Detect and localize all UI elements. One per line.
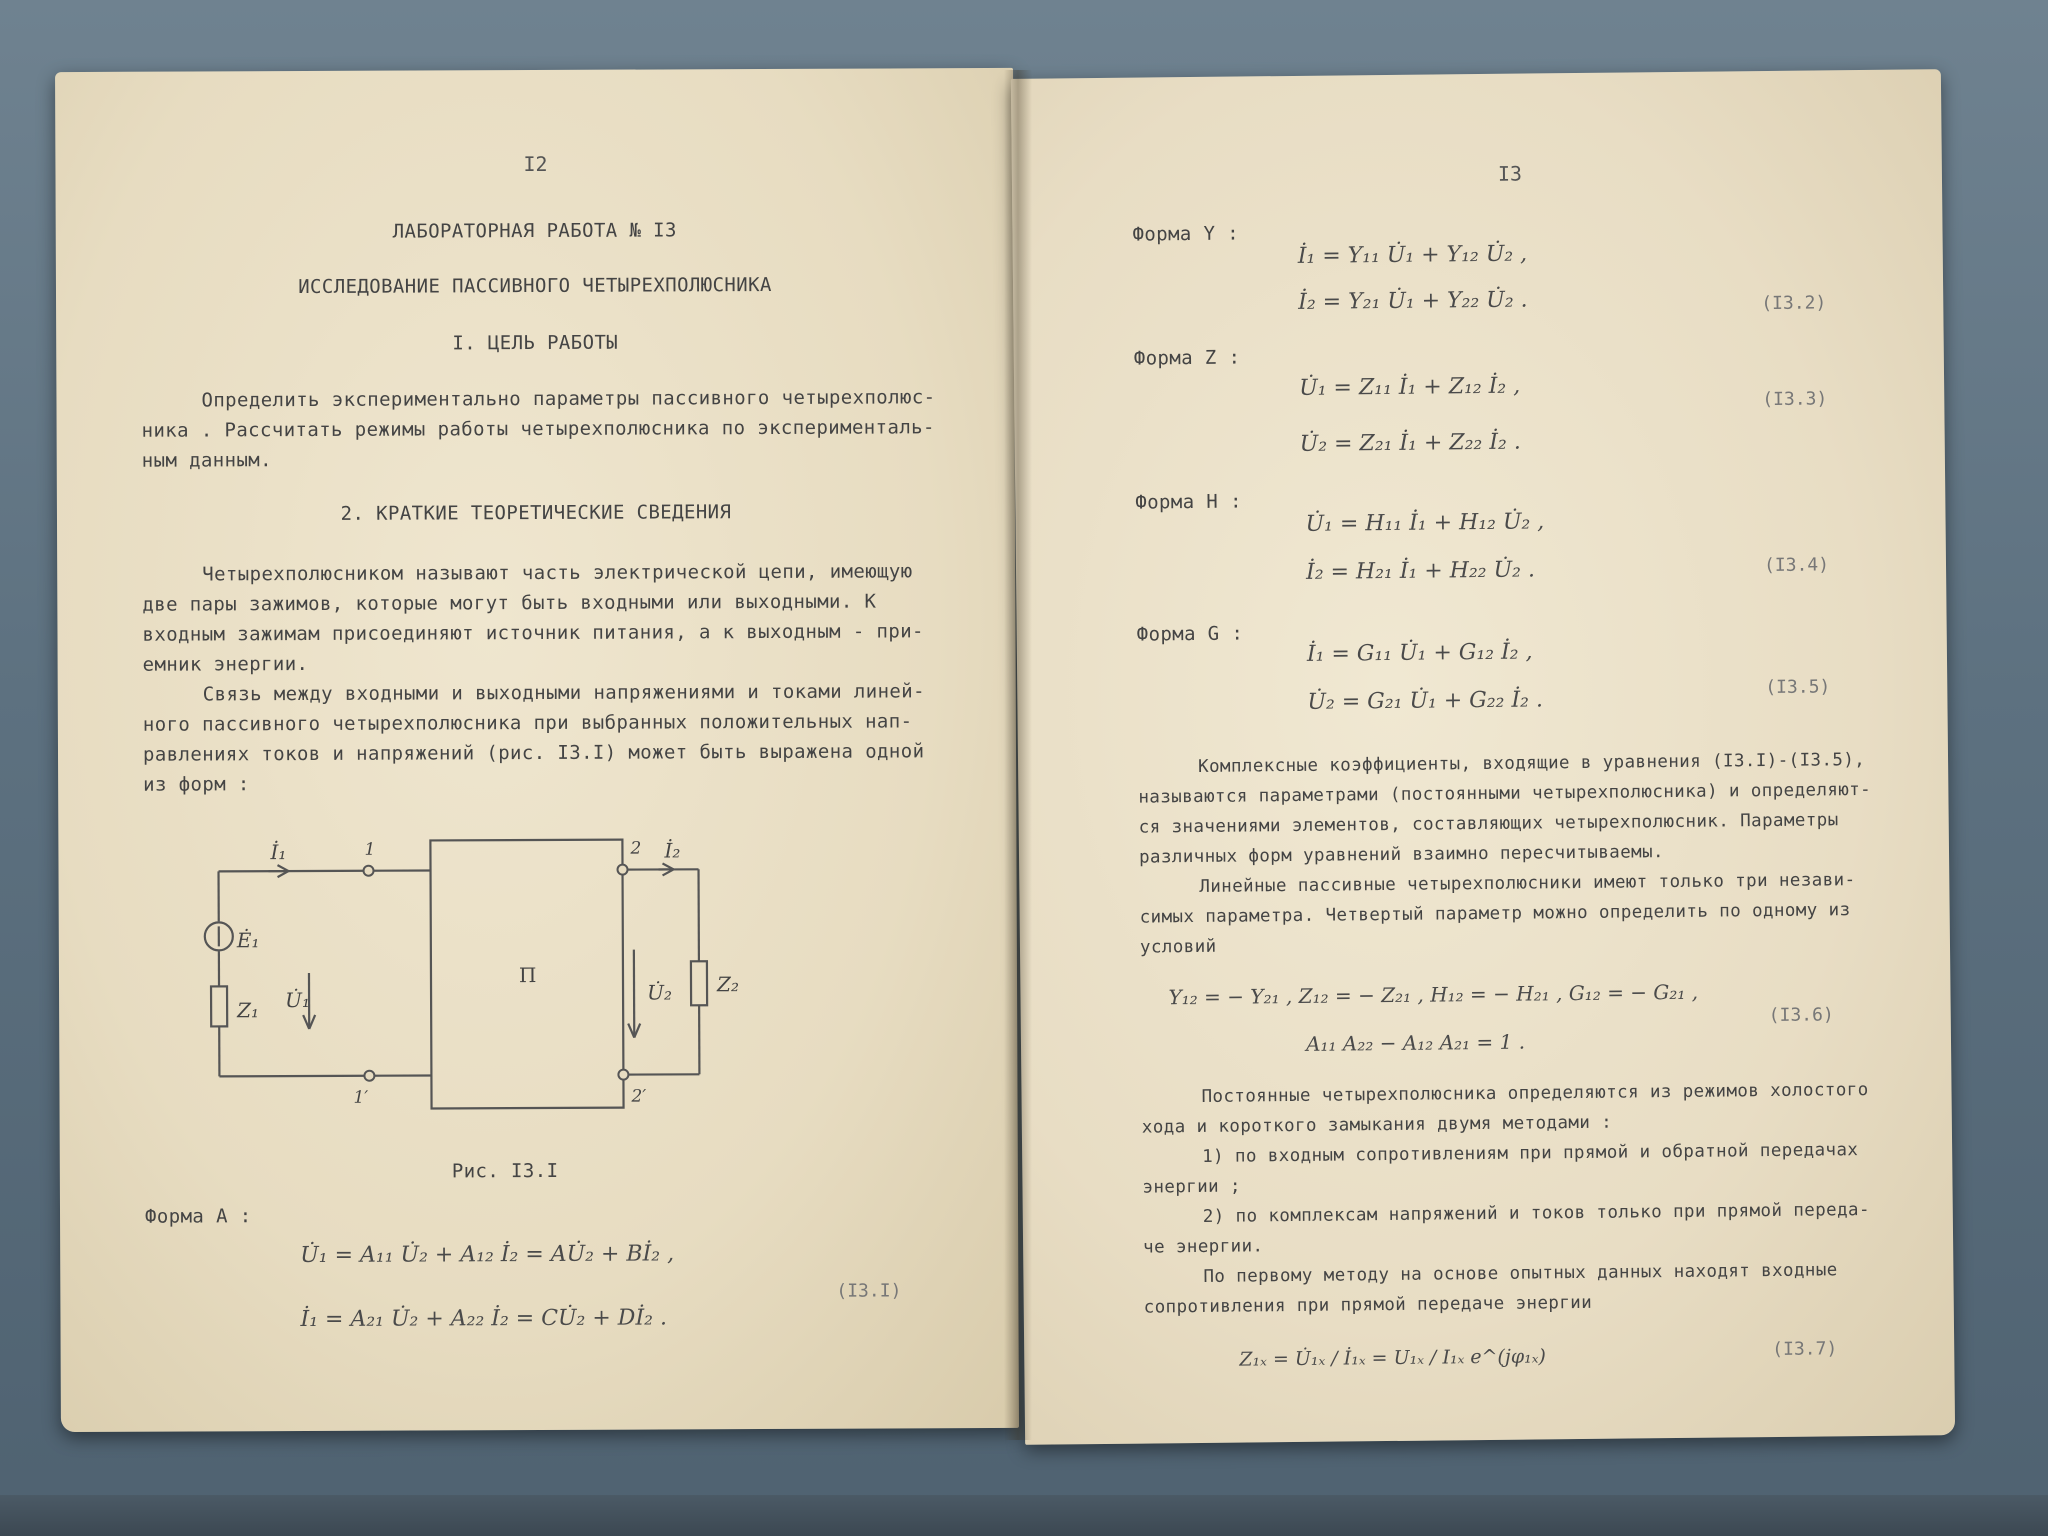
- current1-label: İ₁: [270, 840, 287, 865]
- text2-line-7: По первому методу на основе опытных данных находят входные: [1203, 1260, 1838, 1287]
- form-h-label: Форма H :: [1135, 490, 1242, 514]
- text2-line-8: сопротивления при прямой передаче энергии: [1143, 1292, 1593, 1318]
- theory-line-7: равлениях токов и напряжений (рис. I3.I) может быть выражена одной: [142, 740, 925, 766]
- form-z-equation-1: U̇₁ = Z₁₁ İ₁ + Z₁₂ İ₂ ,: [1298, 373, 1521, 401]
- block-label: П: [518, 963, 537, 988]
- voltage2-label: U̇₂: [647, 980, 672, 1005]
- terminal-2-label: 2: [630, 838, 642, 859]
- text1-line-2: называются параметрами (постоянными четырехполюсника) и определяют-: [1138, 779, 1872, 808]
- terminal-1p-label: 1′: [353, 1087, 369, 1108]
- form-y-equation-2: İ₂ = Y₂₁ U̇₁ + Y₂₂ U̇₂ .: [1298, 287, 1528, 315]
- form-y-equation-1: İ₁ = Y₁₁ U̇₁ + Y₁₂ U̇₂ ,: [1297, 241, 1528, 269]
- lab-title: ЛАБОРАТОРНАЯ РАБОТА № I3: [392, 219, 677, 243]
- condition-equation-number: (I3.6): [1768, 1004, 1834, 1027]
- form-y-label: Форма Y :: [1132, 222, 1240, 246]
- condition-equation-1: Y₁₂ = − Y₂₁ , Z₁₂ = − Z₂₁ , H₁₂ = − H₂₁ , G₁₂ = − G₂₁ ,: [1168, 979, 1699, 1010]
- form-a-equation-2: İ₁ = A₂₁ U̇₂ + A₂₂ İ₂ = CU̇₂ + Dİ₂ .: [300, 1305, 667, 1333]
- circuit-diagram: [188, 809, 829, 1112]
- theory-line-8: из форм :: [143, 773, 250, 796]
- terminal-1-label: 1: [364, 839, 376, 860]
- condition-equation-2: A₁₁ A₂₂ − A₁₂ A₂₁ = 1 .: [1305, 1029, 1526, 1056]
- goal-line-3: ным данным.: [141, 449, 273, 472]
- form-h-equation-number: (I3.4): [1763, 554, 1830, 577]
- form-z-equation-number: (I3.3): [1762, 388, 1828, 411]
- theory-line-2: две пары зажимов, которые могут быть входными или выходными. К: [142, 590, 877, 616]
- right-page: [1011, 69, 1955, 1445]
- voltage1-label: U̇₁: [285, 987, 311, 1013]
- text1-line-5: Линейные пассивные четырехполюсники имеют только три незави-: [1199, 870, 1856, 897]
- theory-line-5: Связь между входными и выходными напряжениями и токами линей-: [202, 680, 925, 706]
- form-a-equation-number: (I3.I): [836, 1280, 902, 1302]
- text1-line-1: Комплексные коэффициенты, входящие в уравнения (I3.I)-(I3.5),: [1197, 749, 1866, 777]
- text1-line-6: симых параметра. Четвертый параметр можно определить по одному из: [1139, 900, 1851, 928]
- source-label: Ė₁: [236, 928, 260, 953]
- current2-label: İ₂: [664, 838, 681, 863]
- terminal-2p-label: 2′: [631, 1086, 647, 1107]
- page-number: I2: [523, 151, 548, 177]
- theory-line-1: Четырехполюсником называют часть электрической цепи, имеющую: [202, 560, 913, 586]
- text2-line-3: 1) по входным сопротивлениям при прямой и обратной передачах: [1202, 1140, 1859, 1167]
- goal-line-2: ника . Рассчитать режимы работы четырехполюсника по эксперименталь-: [141, 416, 935, 442]
- z1-label: Z₁: [237, 998, 260, 1023]
- theory-line-4: емник энергии.: [142, 652, 309, 676]
- text2-line-4: энергии ;: [1142, 1176, 1242, 1198]
- text2-line-6: че энергии.: [1143, 1236, 1264, 1258]
- form-h-equation-1: U̇₁ = H₁₁ İ₁ + H₁₂ U̇₂ ,: [1305, 509, 1545, 537]
- book-gutter: [1004, 70, 1032, 1440]
- form-g-equation-number: (I3.5): [1765, 676, 1831, 699]
- text2-line-2: хода и короткого замыкания двумя методами :: [1141, 1112, 1613, 1138]
- form-z-label: Форма Z :: [1133, 346, 1241, 370]
- subject-title: ИССЛЕДОВАНИЕ ПАССИВНОГО ЧЕТЫРЕХПОЛЮСНИКА: [298, 273, 772, 299]
- goal-line-1: Определить экспериментально параметры пассивного четырехполюс-: [201, 386, 936, 412]
- form-a-label: Форма А :: [144, 1205, 252, 1228]
- text1-line-3: ся значениями элементов, составляющих четырехполюсник. Параметры: [1138, 810, 1839, 838]
- input-impedance-equation: Z₁ₓ = U̇₁ₓ / İ₁ₓ = U₁ₓ / I₁ₓ e^(jφ₁ₓ): [1239, 1345, 1546, 1371]
- form-g-equation-2: U̇₂ = G₂₁ U̇₁ + G₂₂ İ₂ .: [1307, 687, 1544, 715]
- theory-line-3: входным зажимам присоединяют источник питания, а к выходным - при-: [142, 620, 924, 646]
- theory-line-6: ного пассивного четырехполюсника при выбранных положительных нап-: [142, 710, 913, 736]
- desk-surface: [0, 1495, 2048, 1536]
- left-page: [55, 68, 1019, 1432]
- text1-line-4: различных форм уравнений взаимно пересчитываемы.: [1138, 842, 1665, 868]
- text1-line-7: условий: [1139, 936, 1217, 958]
- form-z-equation-2: U̇₂ = Z₂₁ İ₁ + Z₂₂ İ₂ .: [1299, 429, 1521, 457]
- text2-line-5: 2) по комплексам напряжений и токов только при прямой переда-: [1202, 1199, 1870, 1227]
- form-h-equation-2: İ₂ = H₂₁ İ₁ + H₂₂ U̇₂ .: [1305, 557, 1536, 585]
- form-g-equation-1: İ₁ = G₁₁ U̇₁ + G₁₂ İ₂ ,: [1306, 639, 1533, 667]
- page-number: I3: [1497, 161, 1523, 186]
- section-theory-heading: 2. КРАТКИЕ ТЕОРЕТИЧЕСКИЕ СВЕДЕНИЯ: [340, 501, 732, 525]
- input-impedance-equation-number: (I3.7): [1772, 1338, 1838, 1361]
- form-g-label: Форма G :: [1136, 622, 1244, 646]
- form-a-equation-1: U̇₁ = A₁₁ U̇₂ + A₁₂ İ₂ = AU̇₂ + Bİ₂ ,: [300, 1241, 675, 1269]
- text2-line-1: Постоянные четырехполюсника определяются из режимов холостого: [1201, 1079, 1869, 1107]
- section-goal-heading: I. ЦЕЛЬ РАБОТЫ: [452, 331, 619, 355]
- form-y-equation-number: (I3.2): [1761, 292, 1827, 315]
- figure-caption: Рис. I3.I: [451, 1159, 559, 1183]
- z2-label: Z₂: [716, 972, 739, 997]
